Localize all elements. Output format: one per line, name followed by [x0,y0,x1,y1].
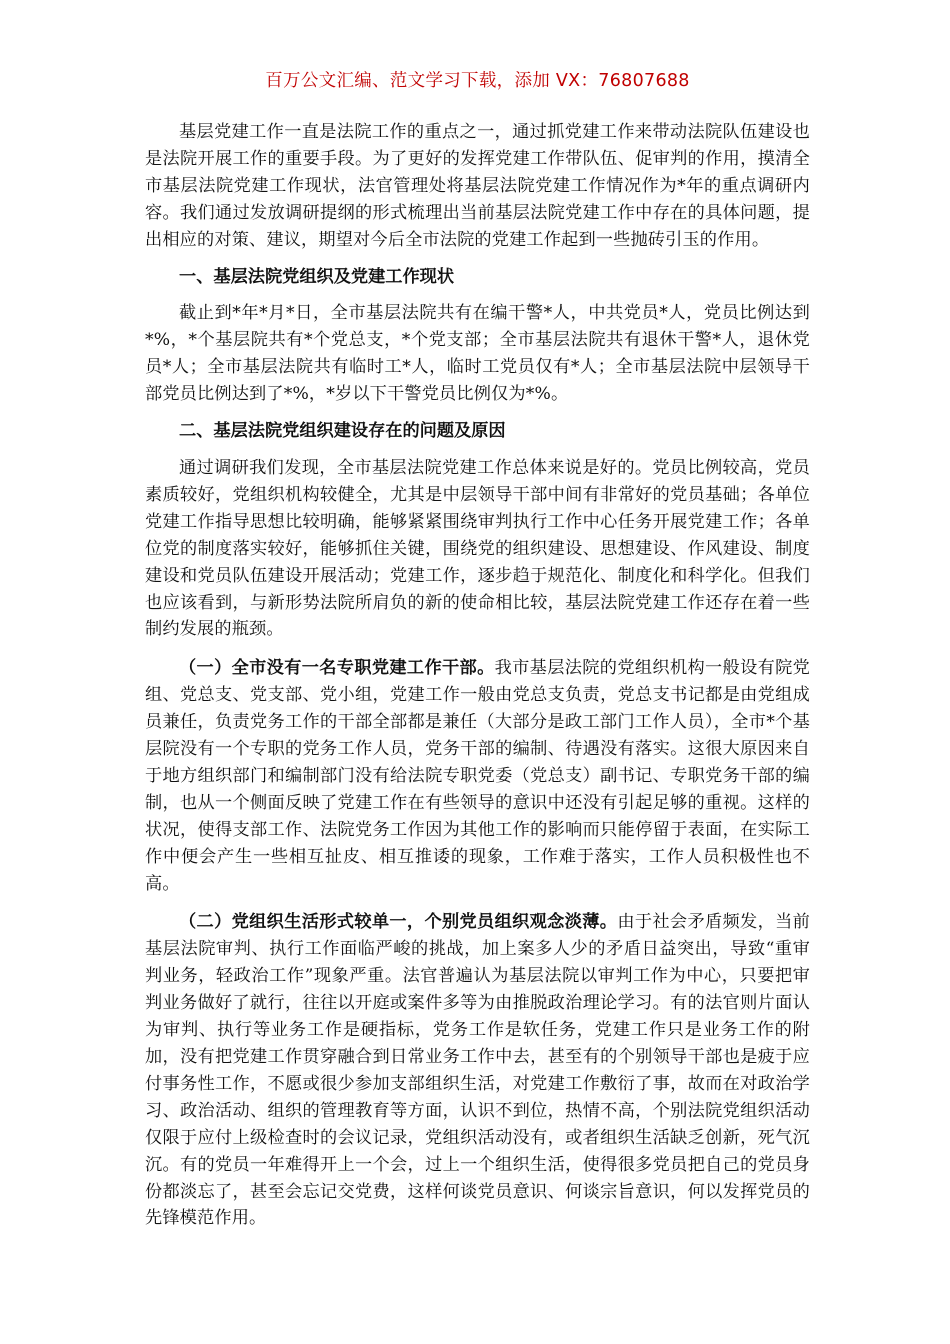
point-2-title: （二）党组织生活形式较单一，个别党员组织观念淡薄。 [179,912,618,933]
document-page [145,64,810,1232]
section-2-paragraph: 通过调研我们发现，全市基层法院党建工作总体来说是好的。党员比例较高，党员素质较好，党组织机构较健全，尤其是中层领导干部中间有非常好的党员基础；各单位党建工作指导思想比较明确，能够紧紧围绕审判执行工作中心任务开展党建工作；各单位党的制度落实较好，能够抓住关键，围绕党的组织建设、思想建设、作风建设、制度建设和党员队伍建设开展活动；党建工作，逐步趋于规范化、制度化和科学化。但我们也应该看到，与新形势法院所肩负的新的使命相比较，基层法院党建工作还存在着一些制约发展的瓶颈。 [145,457,810,640]
point-1-text: 我市基层法院的党组织机构一般设有院党组、党总支、党支部、党小组，党建工作一般由党总支负责，党总支书记都是由党组成员兼任，负责党务工作的干部全部都是兼任（大部分是政工部门工作人员），全市*个基层院没有一个专职的党务工作人员，党务干部的编制、待遇没有落实。这很大原因来自于地方组织部门和编制部门没有给法院专职党委（党总支）副书记、专职党务干部的编制，也从一个侧面反映了党建工作在有些领导的意识中还没有引起足够的重视。这样的状况，使得支部工作、法院党务工作因为其他工作的影响而只能停留于表面，在实际工作中便会产生一些相互扯皮、相互推诿的现象，工作难于落实，工作人员积极性也不高。 [145,658,811,894]
watermark-banner: 百万公文汇编、范文学习下载，添加 VX：76807688 [265,71,690,91]
point-2-paragraph [145,909,810,1232]
point-2-text: 由于社会矛盾频发，当前基层法院审判、执行工作面临严峻的挑战，加上案多人少的矛盾日益突出，导致“重审判业务，轻政治工作”现象严重。法官普遍认为基层法院以审判工作为中心，只要把审判业务做好了就行，往往以开庭或案件多等为由推脱政治理论学习。有的法官则片面认为审判、执行等业务工作是硬指标，党务工作是软任务，党建工作只是业务工作的附加，没有把党建工作贯穿融合到日常业务工作中去，甚至有的个别领导干部也是疲于应付事务性工作，不愿或很少参加支部组织生活，对党建工作敷衍了事，故而在对政治学习、政治活动、组织的管理教育等方面，认识不到位，热情不高，个别法院党组织活动仅限于应付上级检查时的会议记录，党组织活动没有，或者组织生活缺乏创新，死气沉沉。有的党员一年难得开上一个会，过上一个组织生活，使得很多党员把自己的党员身份都淡忘了，甚至会忘记交党费，这样何谈党员意识、何谈宗旨意识，何以发挥党员的先锋模范作用。 [145,912,810,1229]
section-1-heading: 一、基层法院党组织及党建工作现状 [179,266,455,287]
section-1-paragraph: 截止到*年*月*日，全市基层法院共有在编干警*人，中共党员*人，党员比例达到*%，*个基层院共有*个党总支，*个党支部；全市基层法院共有退休干警*人，退休党员*人；全市基层法院共有临时工*人，临时工党员仅有*人；全市基层法院中层领导干部党员比例达到了*%，*岁以下干警党员比例仅为*%。 [145,303,810,405]
section-2-heading: 二、基层法院党组织建设存在的问题及原因 [179,421,506,442]
point-1-title: （一）全市没有一名专职党建工作干部。 [179,658,495,679]
point-1-paragraph [145,655,810,897]
intro-paragraph: 基层党建工作一直是法院工作的重点之一，通过抓党建工作来带动法院队伍建设也是法院开展工作的重要手段。为了更好的发挥党建工作带队伍、促审判的作用，摸清全市基层法院党建工作现状，法官管理处将基层法院党建工作情况作为*年的重点调研内容。我们通过发放调研提纲的形式梳理出当前基层法院党建工作中存在的具体问题，提出相应的对策、建议，期望对今后全市法院的党建工作起到一些抛砖引玉的作用。 [145,122,810,250]
